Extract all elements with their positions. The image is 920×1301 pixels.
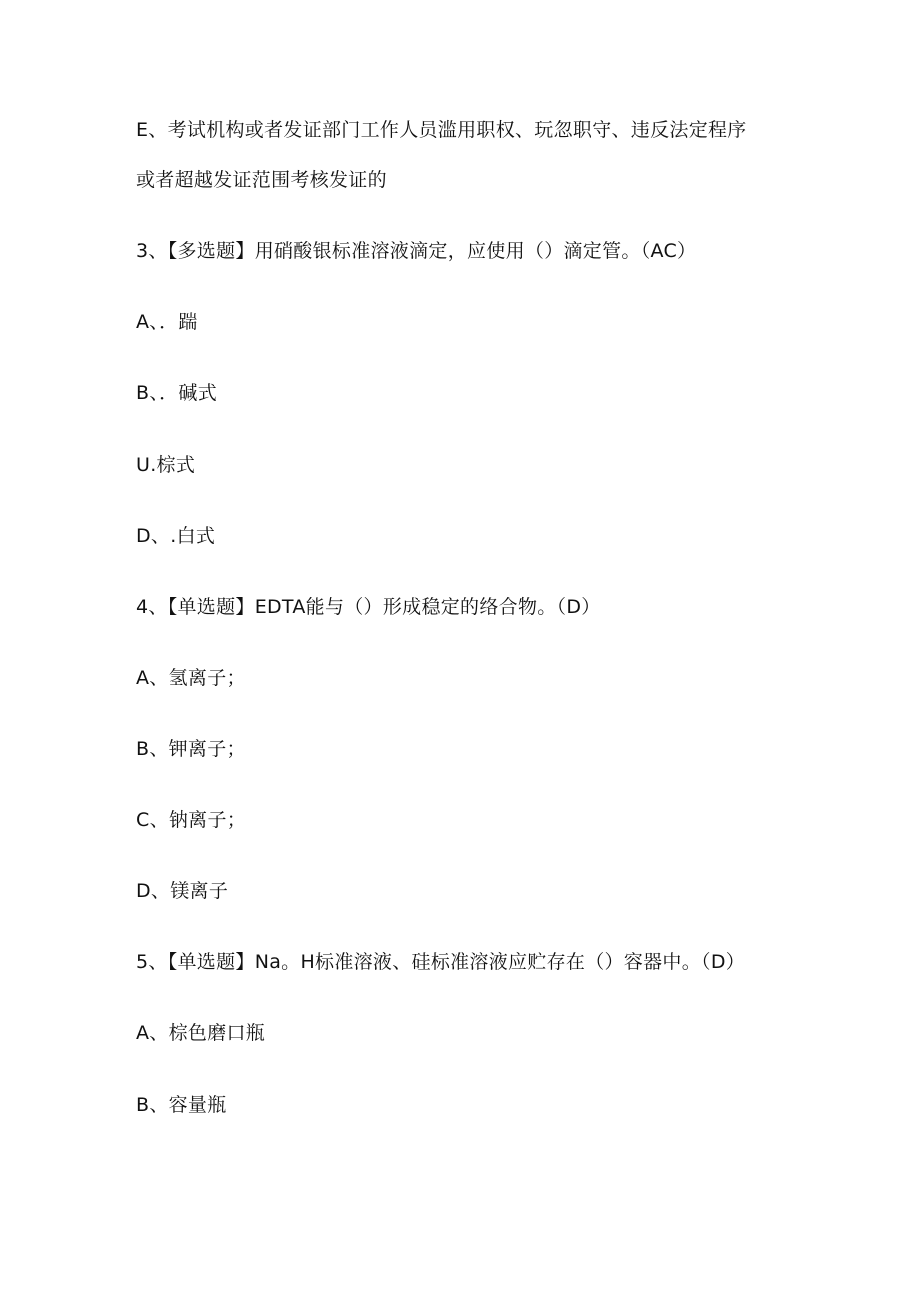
q3-option-b: B、．碱式 bbox=[136, 382, 218, 404]
q5-option-a: A、棕色磨口瓶 bbox=[136, 1022, 266, 1044]
q3-option-a: A、．踹 bbox=[136, 311, 198, 333]
question-5: 5、【单选题】Na。H标准溶液、硅标准溶液应贮存在（）容器中。（D） bbox=[136, 951, 746, 973]
option-e-line-1: E、考试机构或者发证部门工作人员滥用职权、玩忽职守、违反法定程序 bbox=[136, 119, 747, 141]
q4-option-b: B、钾离子； bbox=[136, 738, 246, 760]
question-3: 3、【多选题】用硝酸银标准溶液滴定，应使用（）滴定管。（AC） bbox=[136, 240, 697, 262]
q5-option-b: B、容量瓶 bbox=[136, 1094, 227, 1116]
question-4: 4、【单选题】EDTA能与（）形成稳定的络合物。（D） bbox=[136, 596, 601, 618]
q3-option-d: D、.白式 bbox=[136, 525, 216, 547]
q4-option-d: D、镁离子 bbox=[136, 880, 229, 902]
option-e-line-2: 或者超越发证范围考核发证的 bbox=[136, 169, 387, 191]
q4-option-c: C、钠离子； bbox=[136, 809, 247, 831]
q3-option-c: U.棕式 bbox=[136, 454, 196, 476]
q4-option-a: A、氢离子； bbox=[136, 667, 246, 689]
